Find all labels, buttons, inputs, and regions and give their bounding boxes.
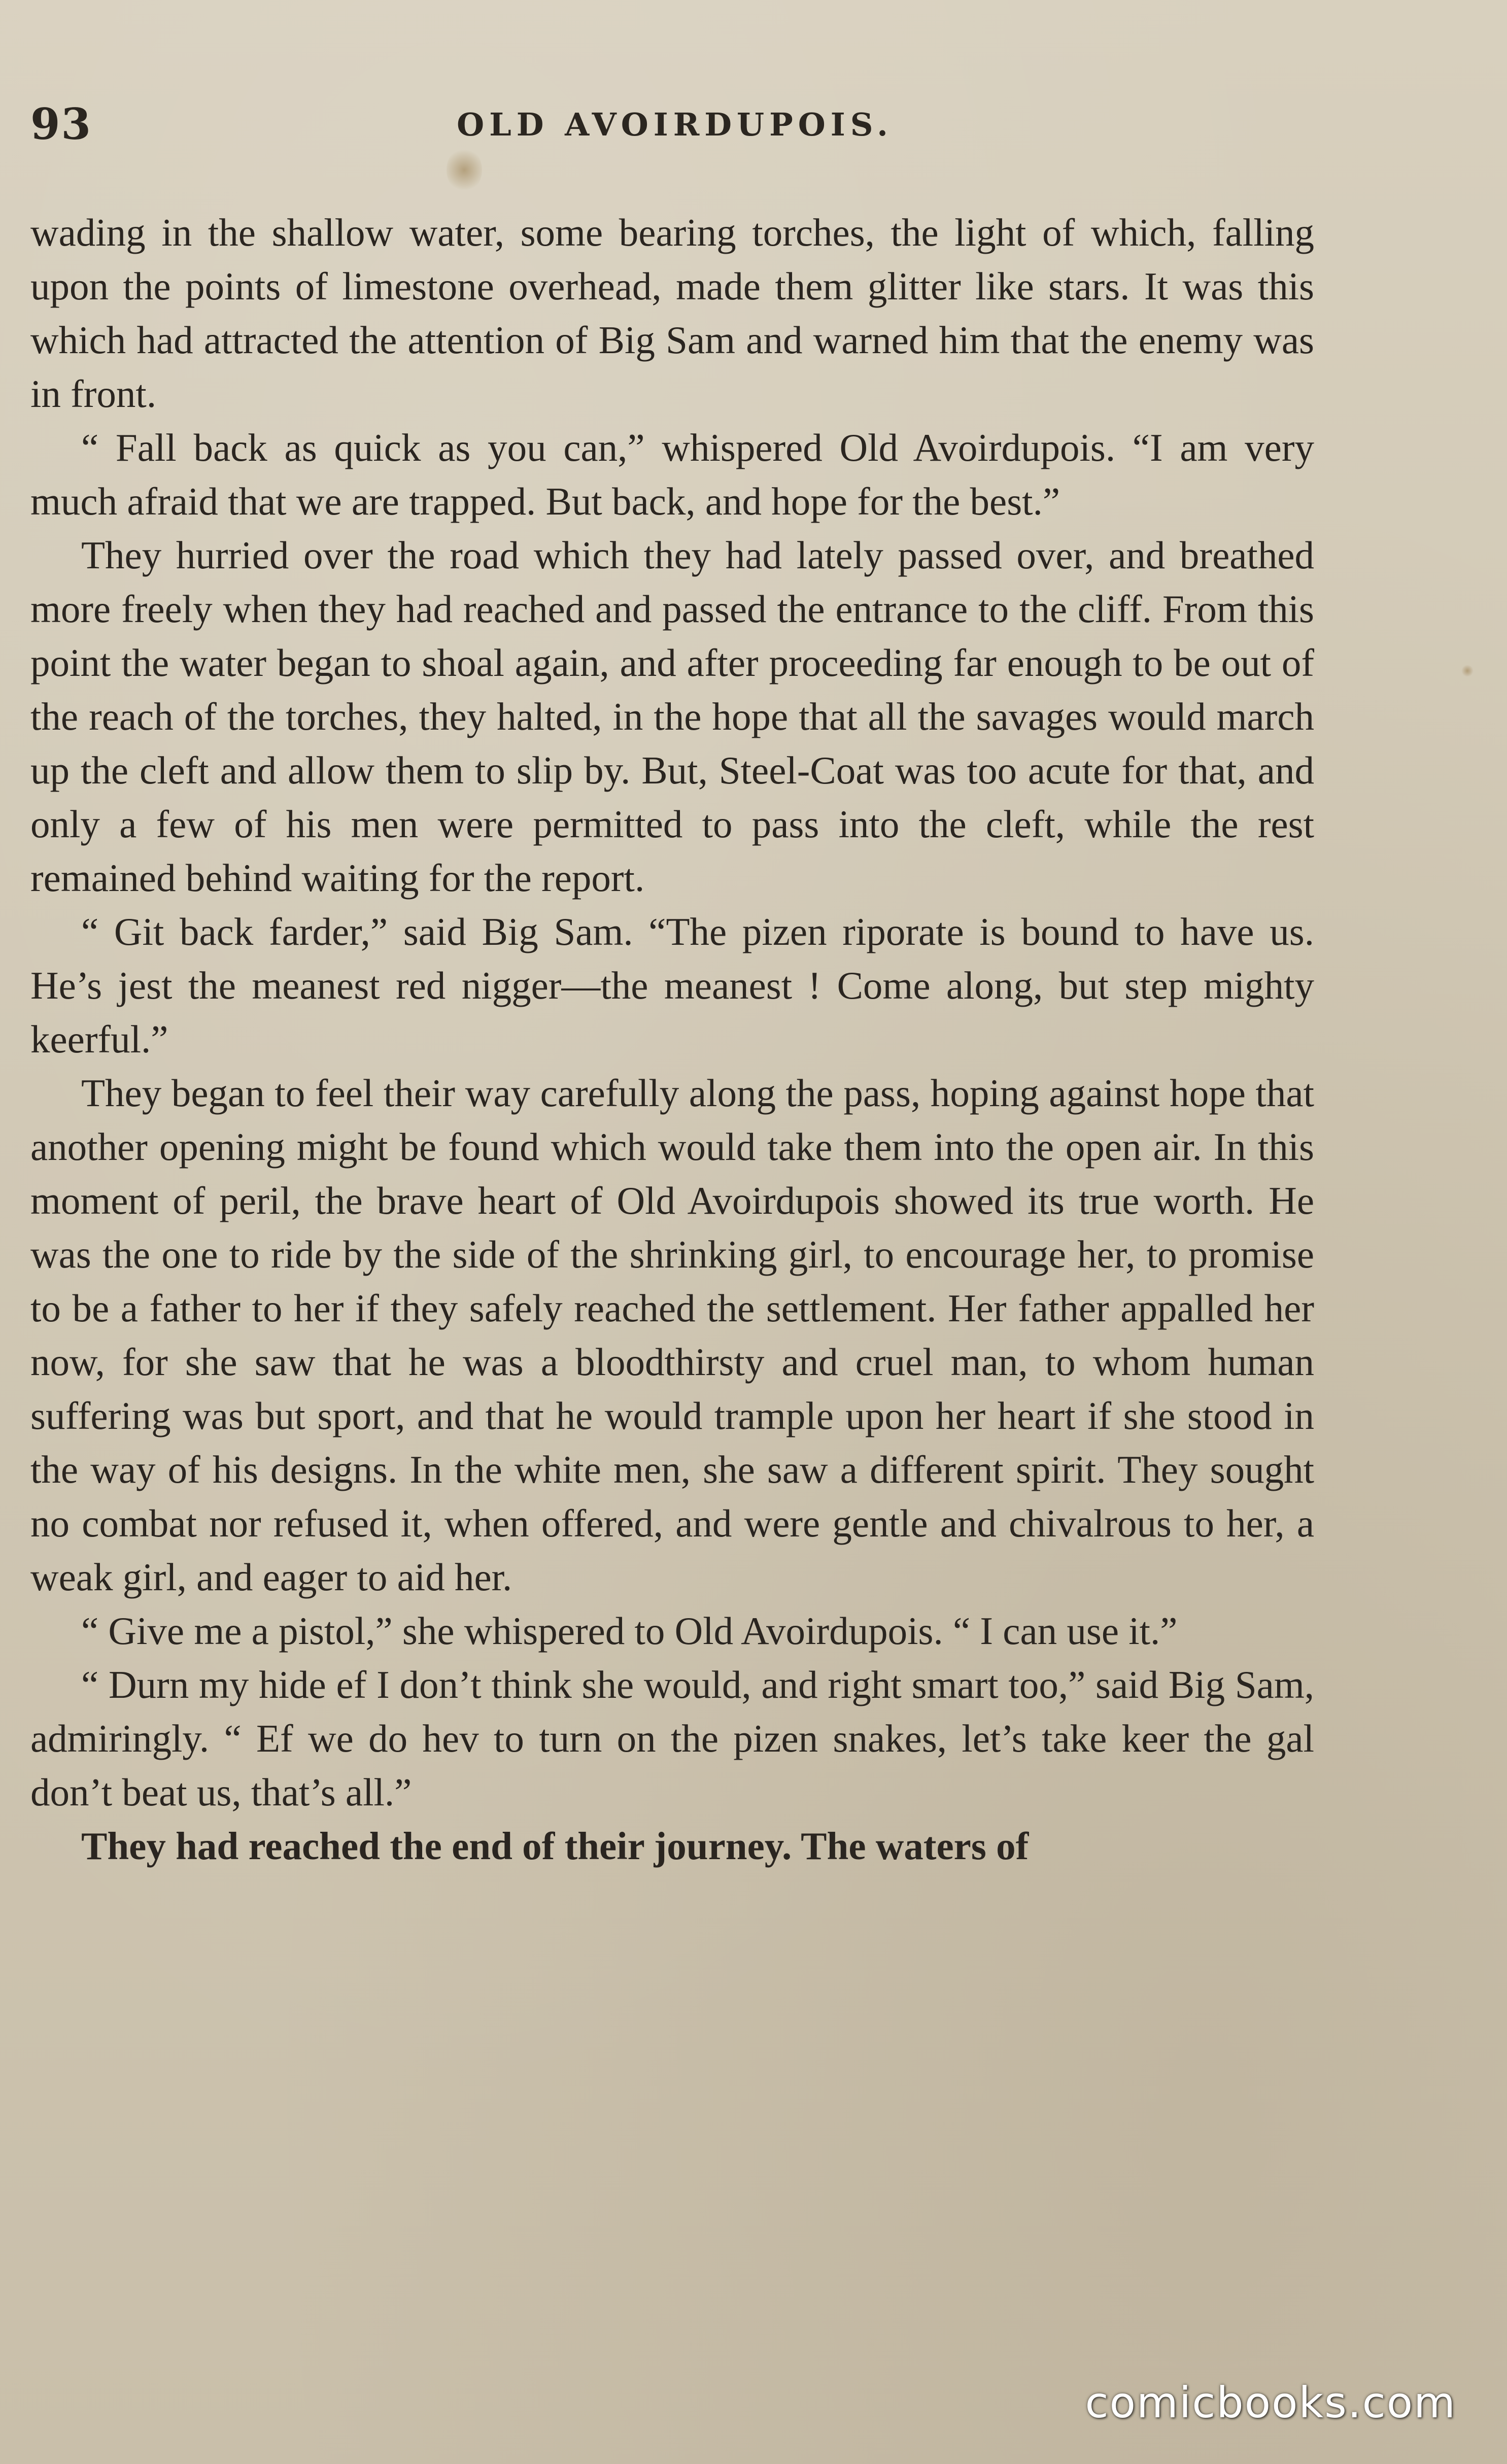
paragraph: wading in the shallow water, some bearing torches, the light of which, falling upon the points of limestone overhead, made them glitter like stars. It was this which had attracted the attention of Big Sam and warned him that the enemy was in front. [30, 211, 1314, 416]
page-header [30, 99, 1319, 155]
paragraph: They hurried over the road which they had lately passed over, and breathed more freely when they had reached and passed the entrance to the cliff. From this point the water began to shoal again, and after proceeding far enough to be out of the reach of the torches, they halted, in the hope that all the savages would march up the cleft and allow them to slip by. But, Steel-Coat was too acute for that, and only a few of his men were permitted to pass into the cleft, while the rest remained behind waiting for the report. [30, 533, 1314, 900]
paragraph: “ Durn my hide ef I don’t think she would, and right smart too,” said Big Sam, admiringly. “ Ef we do hev to turn on the pizen snakes, let’s take keer the gal don’t beat us, that’s all.” [30, 1663, 1314, 1814]
paragraph: They had reached the end of their journey. The waters of [81, 1824, 1029, 1868]
paragraph: “ Give me a pistol,” she whispered to Old Avoirdupois. “ I can use it.” [81, 1609, 1178, 1653]
paragraph: They began to feel their way carefully along the pass, hoping against hope that another opening might be found which would take them into the open air. In this moment of peril, the brave heart of Old Avoirdupois showed its true worth. He was the one to ride by the side of the shrinking girl, to encourage her, to promise to be a father to her if they safely reached the settlement. Her father appalled her now, for she saw that he was a bloodthirsty and cruel man, to whom human suffering was but sport, and that he would trample upon her heart if she stood in the way of his designs. In the white men, she saw a different spirit. They sought no combat nor refused it, when offered, and were gentle and chivalrous to her, a weak girl, and eager to aid her. [30, 1071, 1314, 1599]
page-body [30, 206, 1314, 1873]
watermark: comicbooks.com [1085, 2378, 1456, 2427]
page-stain [1461, 665, 1474, 677]
running-head: OLD AVOIRDUPOIS. [457, 106, 893, 143]
paragraph: “ Git back farder,” said Big Sam. “The pizen riporate is bound to have us. He’s jest the meanest red nigger—the meanest ! Come along, but step mighty keerful.” [30, 910, 1314, 1061]
page-number: 93 [30, 99, 92, 149]
paragraph: “ Fall back as quick as you can,” whispered Old Avoirdupois. “I am very much afraid that we are trapped. But back, and hope for the best.” [30, 426, 1314, 523]
